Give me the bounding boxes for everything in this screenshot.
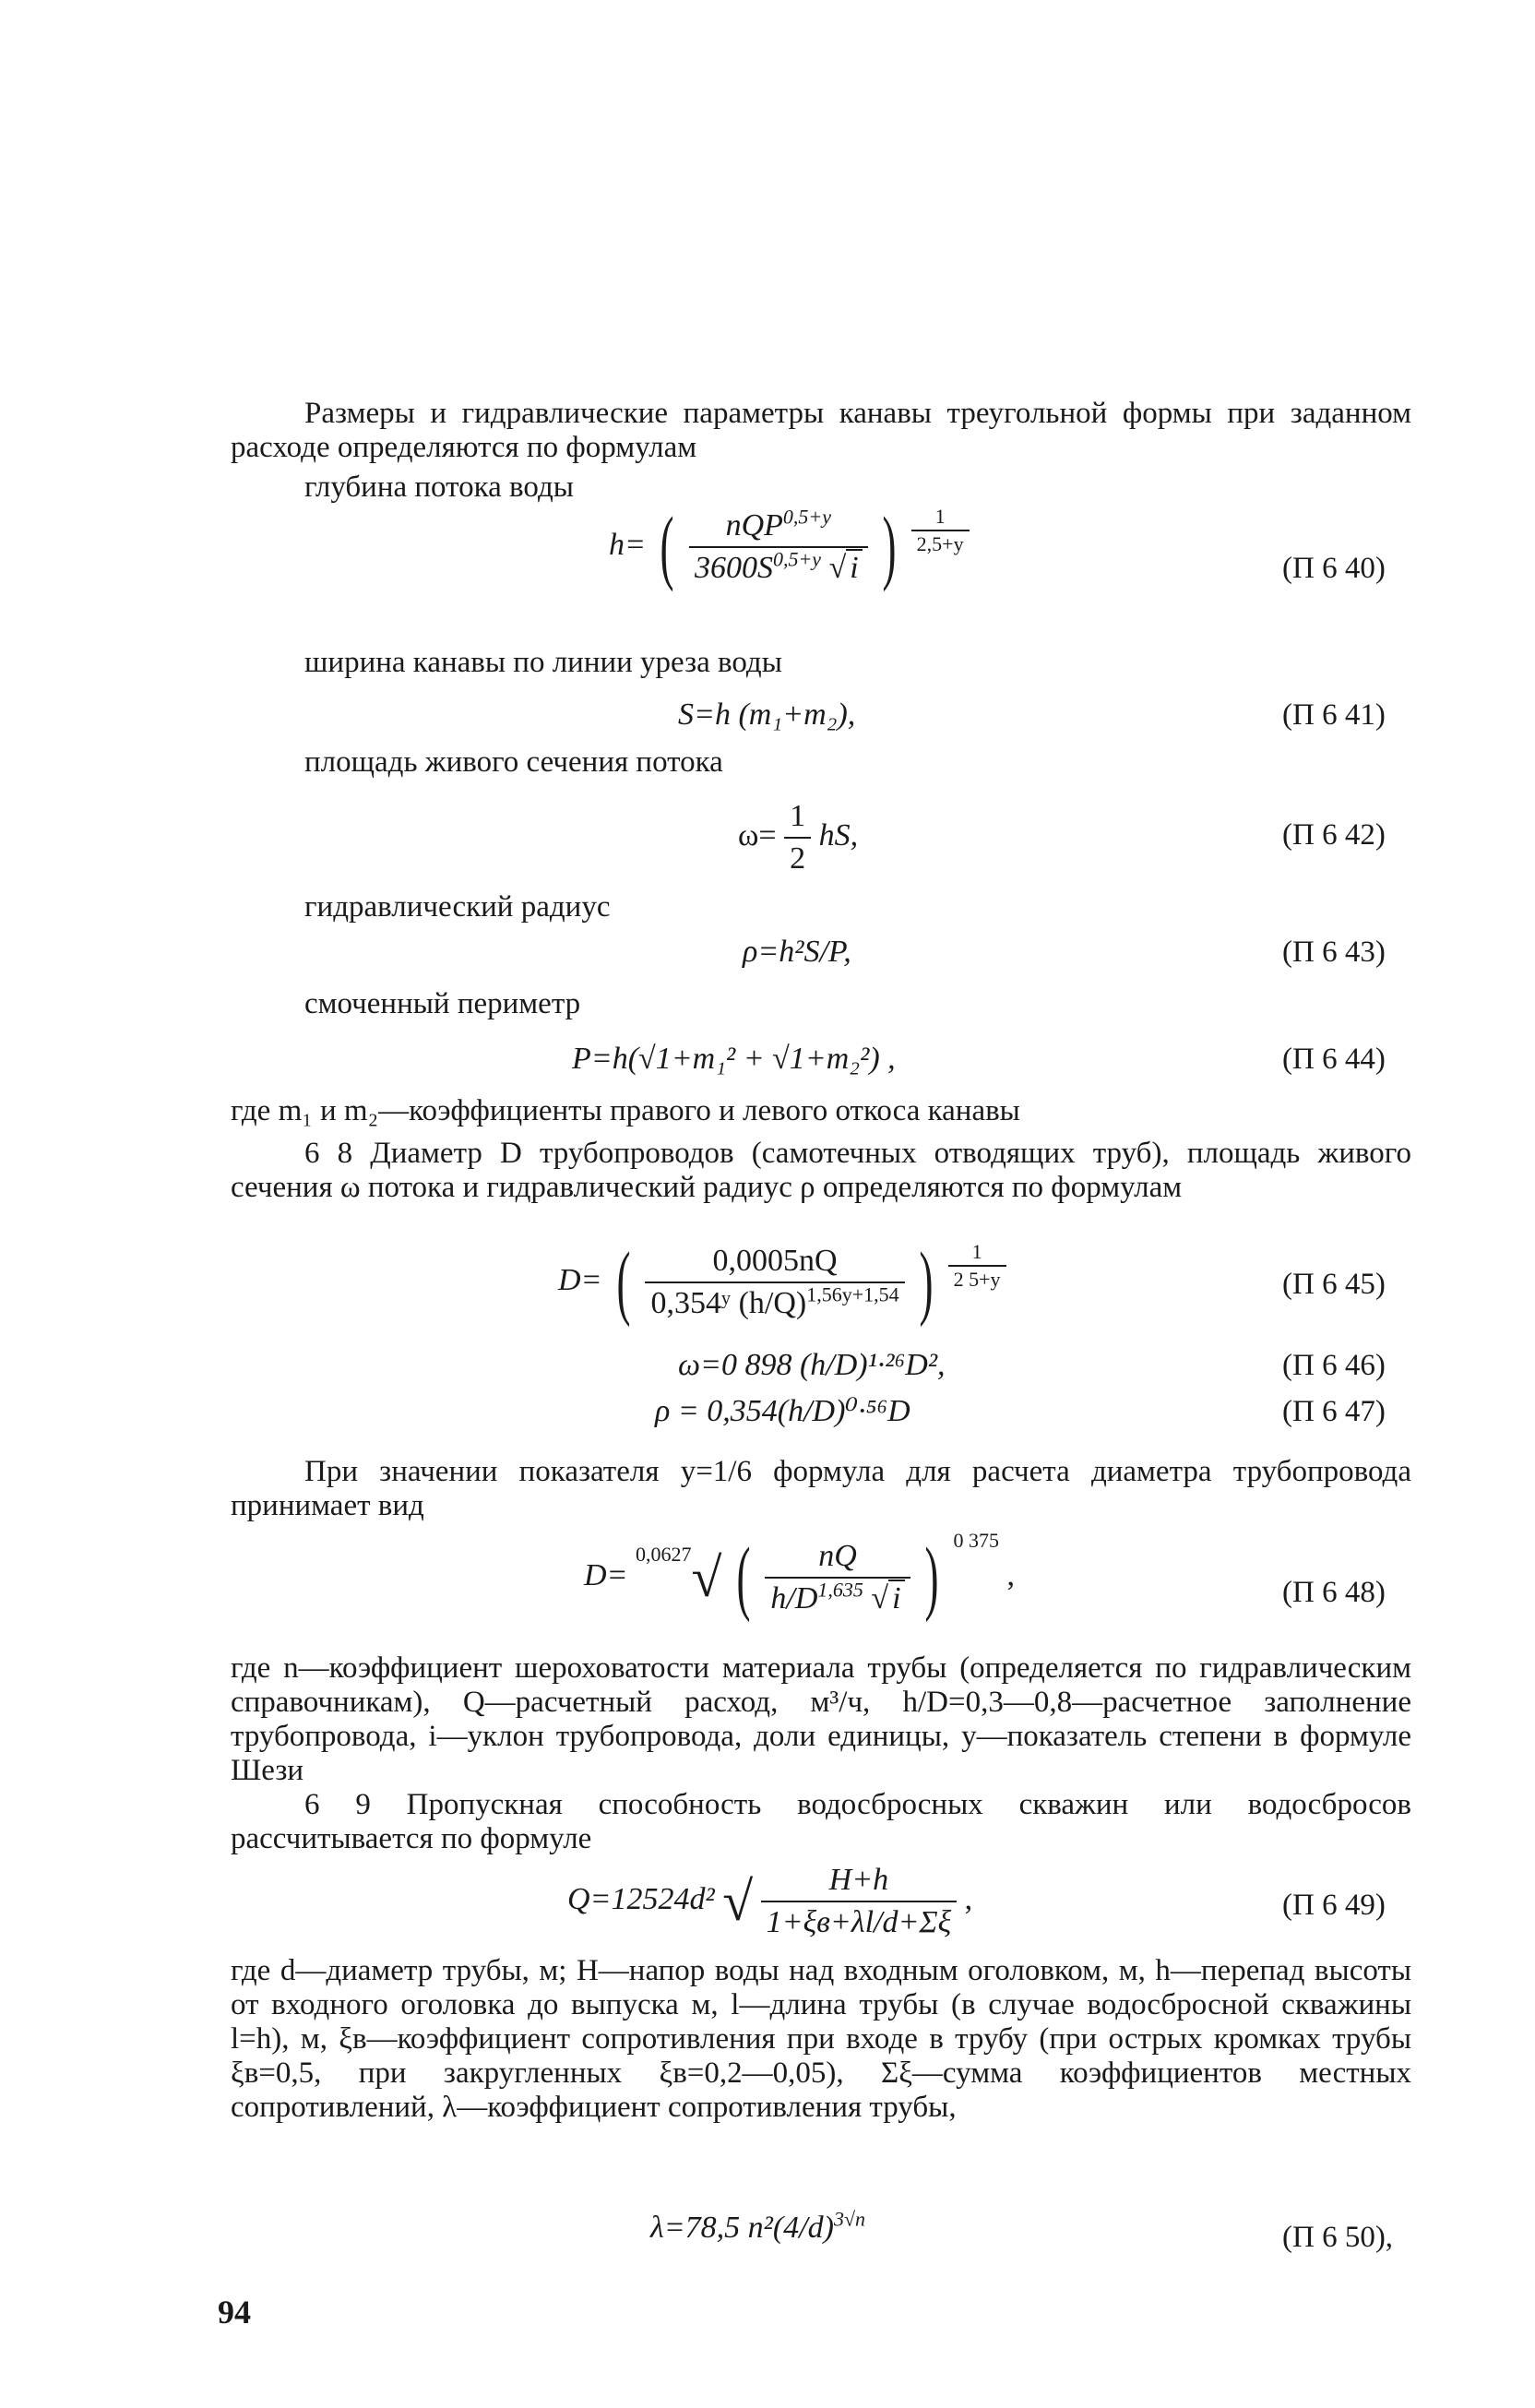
formula-6-45-lhs: D= (558, 1262, 602, 1297)
formula-6-42-fraction (784, 798, 811, 877)
formula-6-40-fraction: $\frac{nQP^{0,5+y}}{3600S^{0,5+y} √ i}$ (689, 507, 868, 587)
formula-6-48-close-paren: ) (924, 1532, 939, 1623)
formula-6-49 (567, 1862, 972, 1941)
formula-6-45-outer-exp-den: 2 5+y (953, 1268, 1001, 1291)
formula-6-40 (609, 501, 970, 592)
formula-6-49-lhs: Q=12524d² (567, 1881, 715, 1916)
formula-6-48-lhs: D= (584, 1557, 628, 1592)
paragraph-where-2: где d—диаметр трубы, м; H—напор воды над входным оголовком, м, h—перепад высоты от входного оголовка до выпуска м, l—длина трубы (в случае водосбросной скважины l=h), м, ξв—коэффициент сопротивления при входе в трубу (при острых кромках трубы ξв=0,5, при закругленных ξв=0,2—0,05), Σξ—сумма коэффициентов местных сопротивлений, λ—коэффициент сопротивления трубы, (231, 1954, 1411, 2124)
label-depth: глубина потока воды (304, 471, 574, 504)
paragraph-y: При значении показателя y=1/6 формула для расчета диаметра трубопровода принимает вид (231, 1455, 1411, 1522)
formula-6-41: S=h (m₁+m₂), (678, 697, 856, 732)
formula-6-49-root-sign: √ (722, 1871, 754, 1932)
formula-6-42-rhs: hS, (818, 817, 859, 852)
formula-6-49-fraction (761, 1862, 958, 1941)
formula-6-48-den-exp: 1,635 (817, 1578, 863, 1602)
formula-6-40-den-exp: 0,5+y (772, 547, 822, 571)
eqno-6-42: (П 6 42) (1282, 818, 1386, 852)
formula-6-40-num: nQP (725, 508, 783, 542)
formula-6-50 (650, 2207, 866, 2247)
formula-6-48-root-sign: √ (691, 1547, 722, 1608)
eqno-6-44: (П 6 44) (1282, 1043, 1386, 1076)
formula-6-45-den-exp: 1,56y+1,54 (806, 1282, 899, 1306)
formula-6-50-expr: λ=78,5 n²(4/d) (650, 2211, 834, 2245)
formula-6-48-root-index: 0,0627 (636, 1543, 692, 1566)
formula-6-40-outer-exp-num: 1 (911, 506, 970, 531)
formula-6-40-num-exp: 0,5+y (782, 505, 832, 529)
formula-6-48-fraction: $\frac{nQ}{h/D^{1,635} √ i}$ (765, 1538, 910, 1617)
formula-6-45-fraction (645, 1243, 904, 1322)
formula-6-48-tail: , (1006, 1557, 1016, 1592)
formula-6-45 (558, 1236, 1006, 1328)
label-area: площадь живого сечения потока (304, 745, 723, 779)
eqno-6-45: (П 6 45) (1282, 1268, 1386, 1301)
formula-6-40-den: 3600S (694, 551, 773, 585)
eqno-6-41: (П 6 41) (1282, 698, 1386, 732)
paragraph-where-1: где n—коэффициент шероховатости материала трубы (определяется по гидравлическим справочникам), Q—расчетный расход, м³/ч, h/D=0,3—0,8—расчетное заполнение трубопровода, i—уклон трубопровода, доли единицы, y—показатель степени в формуле Шези (231, 1651, 1411, 1787)
formula-6-42-lhs: ω= (738, 817, 777, 852)
formula-6-49-tail: , (964, 1881, 973, 1916)
label-radius: гидравлический радиус (304, 890, 611, 924)
formula-6-45-open-paren: ( (616, 1236, 631, 1328)
formula-6-45-close-paren: ) (919, 1236, 934, 1328)
eqno-6-40: (П 6 40) (1282, 552, 1386, 585)
formula-6-48-outer-exp: 0 375 (953, 1529, 1000, 1552)
formula-6-40-open-paren: ( (660, 501, 674, 592)
formula-6-48-den-root: i (888, 1580, 904, 1615)
formula-6-48-open-paren: ( (736, 1532, 751, 1623)
paragraph-6-9: 6 9 Пропускная способность водосбросных скважин или водосбросов рассчитывается по формуле (231, 1788, 1411, 1855)
eqno-6-49: (П 6 49) (1282, 1889, 1386, 1922)
formula-6-46: ω=0 898 (h/D)¹·²⁶D², (678, 1348, 946, 1382)
formula-6-50-exp: 3√n (833, 2207, 866, 2231)
formula-6-40-lhs: h= (609, 527, 646, 562)
page-number: 94 (218, 2294, 251, 2331)
eqno-6-43: (П 6 43) (1282, 936, 1386, 969)
formula-6-44: P=h(√1+m₁² + √1+m₂²) , (572, 1042, 896, 1076)
formula-6-49-den: 1+ξв+λl/d+Σξ (766, 1905, 952, 1939)
formula-6-40-close-paren: ) (882, 501, 897, 592)
paragraph-coefficients: где m₁ и m₂—коэффициенты правого и левого откоса канавы (231, 1094, 1020, 1127)
formula-6-48-den: h/D (770, 1581, 818, 1615)
formula-6-48-num: nQ (765, 1538, 910, 1579)
formula-6-42-den: 2 (790, 841, 806, 876)
formula-6-45-outer-exp-num: 1 (948, 1241, 1006, 1267)
formula-6-43: ρ=h²S/P, (743, 935, 851, 969)
eqno-6-48: (П 6 48) (1282, 1576, 1386, 1609)
paragraph-6-8: 6 8 Диаметр D трубопроводов (самотечных отводящих труб), площадь живого сечения ω потока и гидравлический радиус ρ определяются по формулам (231, 1137, 1411, 1204)
formula-6-45-num: 0,0005nQ (645, 1243, 904, 1283)
formula-6-42-num: 1 (784, 798, 811, 839)
formula-6-40-den-root: i (846, 549, 862, 585)
eqno-6-50: (П 6 50), (1282, 2221, 1394, 2254)
label-perimeter: смоченный периметр (304, 987, 581, 1020)
label-width: ширина канавы по линии уреза воды (304, 646, 782, 679)
formula-6-40-outer-exp (911, 506, 970, 555)
formula-6-45-den: 0,354ʸ (h/Q) (650, 1286, 807, 1320)
eqno-6-47: (П 6 47) (1282, 1395, 1386, 1428)
formula-6-48 (584, 1529, 1016, 1623)
eqno-6-46: (П 6 46) (1282, 1349, 1386, 1382)
formula-6-49-num: H+h (761, 1862, 958, 1902)
intro-paragraph: Размеры и гидравлические параметры канавы треугольной формы при заданном расходе определяются по формулам (231, 397, 1411, 464)
formula-6-45-outer-exp (948, 1241, 1006, 1291)
formula-6-42 (738, 798, 858, 877)
formula-6-47: ρ = 0,354(h/D)⁰·⁵⁶D (655, 1394, 910, 1428)
formula-6-40-outer-exp-den: 2,5+y (916, 532, 964, 555)
